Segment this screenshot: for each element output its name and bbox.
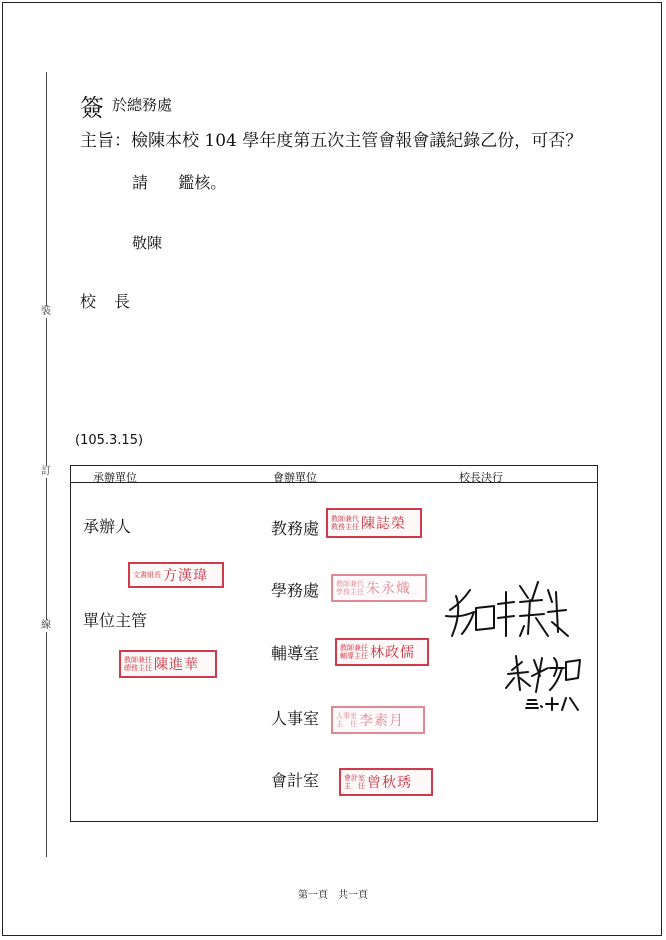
header-principal-decision: 校長決行 [459,471,503,484]
accounting-stamp [339,768,433,796]
accounting-stamp-name: 曾秋琇 [367,775,412,791]
joint-office-4: 會計室 [271,771,320,790]
request-action: 鑑核。 [178,173,227,192]
subject-line: 主旨：檢陳本校 104 學年度第五次主管會報會議紀錄乙份，可否？ [80,131,583,151]
accounting-stamp-title: 會計室 主 任 [344,774,365,790]
academic-stamp [326,508,422,538]
personnel-stamp-name: 李素月 [359,713,404,729]
counseling-stamp-name: 林政儒 [370,645,415,661]
sign-office: 於總務處 [112,96,173,114]
request-label: 請 [132,173,149,192]
page-footer: 第一頁 共一頁 [298,890,368,901]
binding-line [46,72,47,857]
academic-stamp-title: 教師兼代 教務主任 [331,515,359,531]
student-affairs-stamp-title: 教師兼代 學務主任 [336,580,364,596]
joint-office-0: 教務處 [271,519,320,538]
personnel-stamp-title: 人事室 主 任 [336,712,357,728]
supervisor-stamp-name: 陳進華 [154,657,199,673]
request-line [132,170,226,193]
header-joint-units: 會辦單位 [273,471,317,484]
handler-stamp-title: 文書組長 [133,571,161,579]
student-affairs-stamp [331,574,427,602]
binding-char-middle: 訂 [38,466,54,478]
principal-handwritten-signature [440,572,590,712]
unit-supervisor-label: 單位主管 [83,611,148,630]
principal-label: 校 長 [80,292,132,311]
sign-heading: 簽 [80,94,104,122]
respectfully-line: 敬陳 [132,234,163,252]
counseling-stamp-title: 教師兼任 輔導主任 [340,644,368,660]
joint-office-1: 學務處 [271,581,320,600]
handler-label: 承辦人 [83,517,132,536]
handler-stamp [128,562,224,588]
header-handling-unit: 承辦單位 [93,471,137,484]
joint-office-3: 人事室 [271,709,320,728]
document-date: (105.3.15) [75,433,144,448]
supervisor-stamp [119,650,217,678]
binding-char-top: 裝 [38,306,54,318]
counseling-stamp [335,638,429,666]
binding-char-bottom: 線 [38,620,54,632]
handler-stamp-name: 方漢瑋 [163,568,208,584]
academic-stamp-name: 陳誌榮 [361,516,406,532]
supervisor-stamp-title: 教師兼任 總務主任 [124,656,152,672]
joint-office-2: 輔導室 [271,644,320,663]
personnel-stamp [331,706,425,734]
student-affairs-stamp-name: 朱永熾 [366,581,411,597]
table-header-divider [71,482,597,483]
